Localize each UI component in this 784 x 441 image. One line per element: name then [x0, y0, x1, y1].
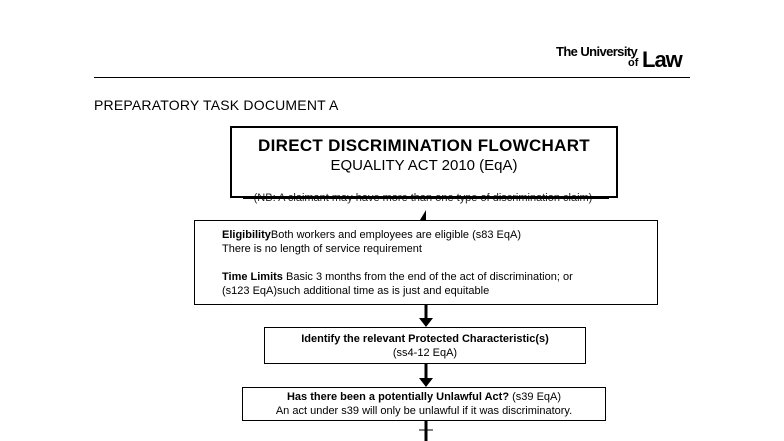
- unlawful-act-box: [242, 387, 606, 421]
- logo-of-text: of: [628, 57, 639, 69]
- eligibility-label: Eligibility: [222, 229, 271, 241]
- time-limits-extra-text: (s123 EqA)such additional time as is just and equitable: [222, 285, 490, 297]
- time-limits-label: Time Limits: [222, 271, 283, 283]
- time-limits-text: Basic 3 months from the end of the act of discrimination; or: [282, 271, 573, 283]
- unlawful-act-heading: [243, 390, 605, 404]
- logo-university-text: The University: [556, 44, 638, 59]
- time-limits-line: [222, 270, 657, 284]
- protected-characteristic-box: [264, 327, 586, 364]
- unlawful-act-text: An act under s39 will only be unlawful if it was discriminatory.: [275, 405, 573, 417]
- note-strike-line: [243, 198, 609, 199]
- protected-characteristic-title: Identify the relevant Protected Characteristic(s): [301, 333, 549, 345]
- unlawful-act-title: Has there been a potentially Unlawful Act?: [286, 391, 510, 403]
- arrow-head-top: [420, 210, 426, 220]
- flowchart-title: DIRECT DISCRIMINATION FLOWCHART: [258, 136, 590, 155]
- unlawful-act-ref: (s39 EqA): [509, 391, 562, 403]
- logo-law-text: Law: [642, 47, 682, 72]
- flowchart-subtitle: EQUALITY ACT 2010 (EqA): [330, 157, 518, 174]
- claimant-note: (NB: A claimant may have more than one type of discrimination claim): [253, 192, 593, 204]
- service-requirement-text: There is no length of service requirement: [222, 243, 422, 255]
- eligibility-text: Both workers and employees are eligible (s83 EqA): [270, 229, 521, 241]
- flowchart-title-box: [230, 126, 618, 198]
- eligibility-box: [194, 220, 658, 305]
- document-title: PREPARATORY TASK DOCUMENT A: [94, 97, 339, 113]
- arrow-head-1: [419, 318, 433, 327]
- protected-characteristic-ref: (ss4-12 EqA): [392, 347, 458, 359]
- eligibility-line: [222, 228, 657, 242]
- arrow-head-2: [419, 378, 433, 387]
